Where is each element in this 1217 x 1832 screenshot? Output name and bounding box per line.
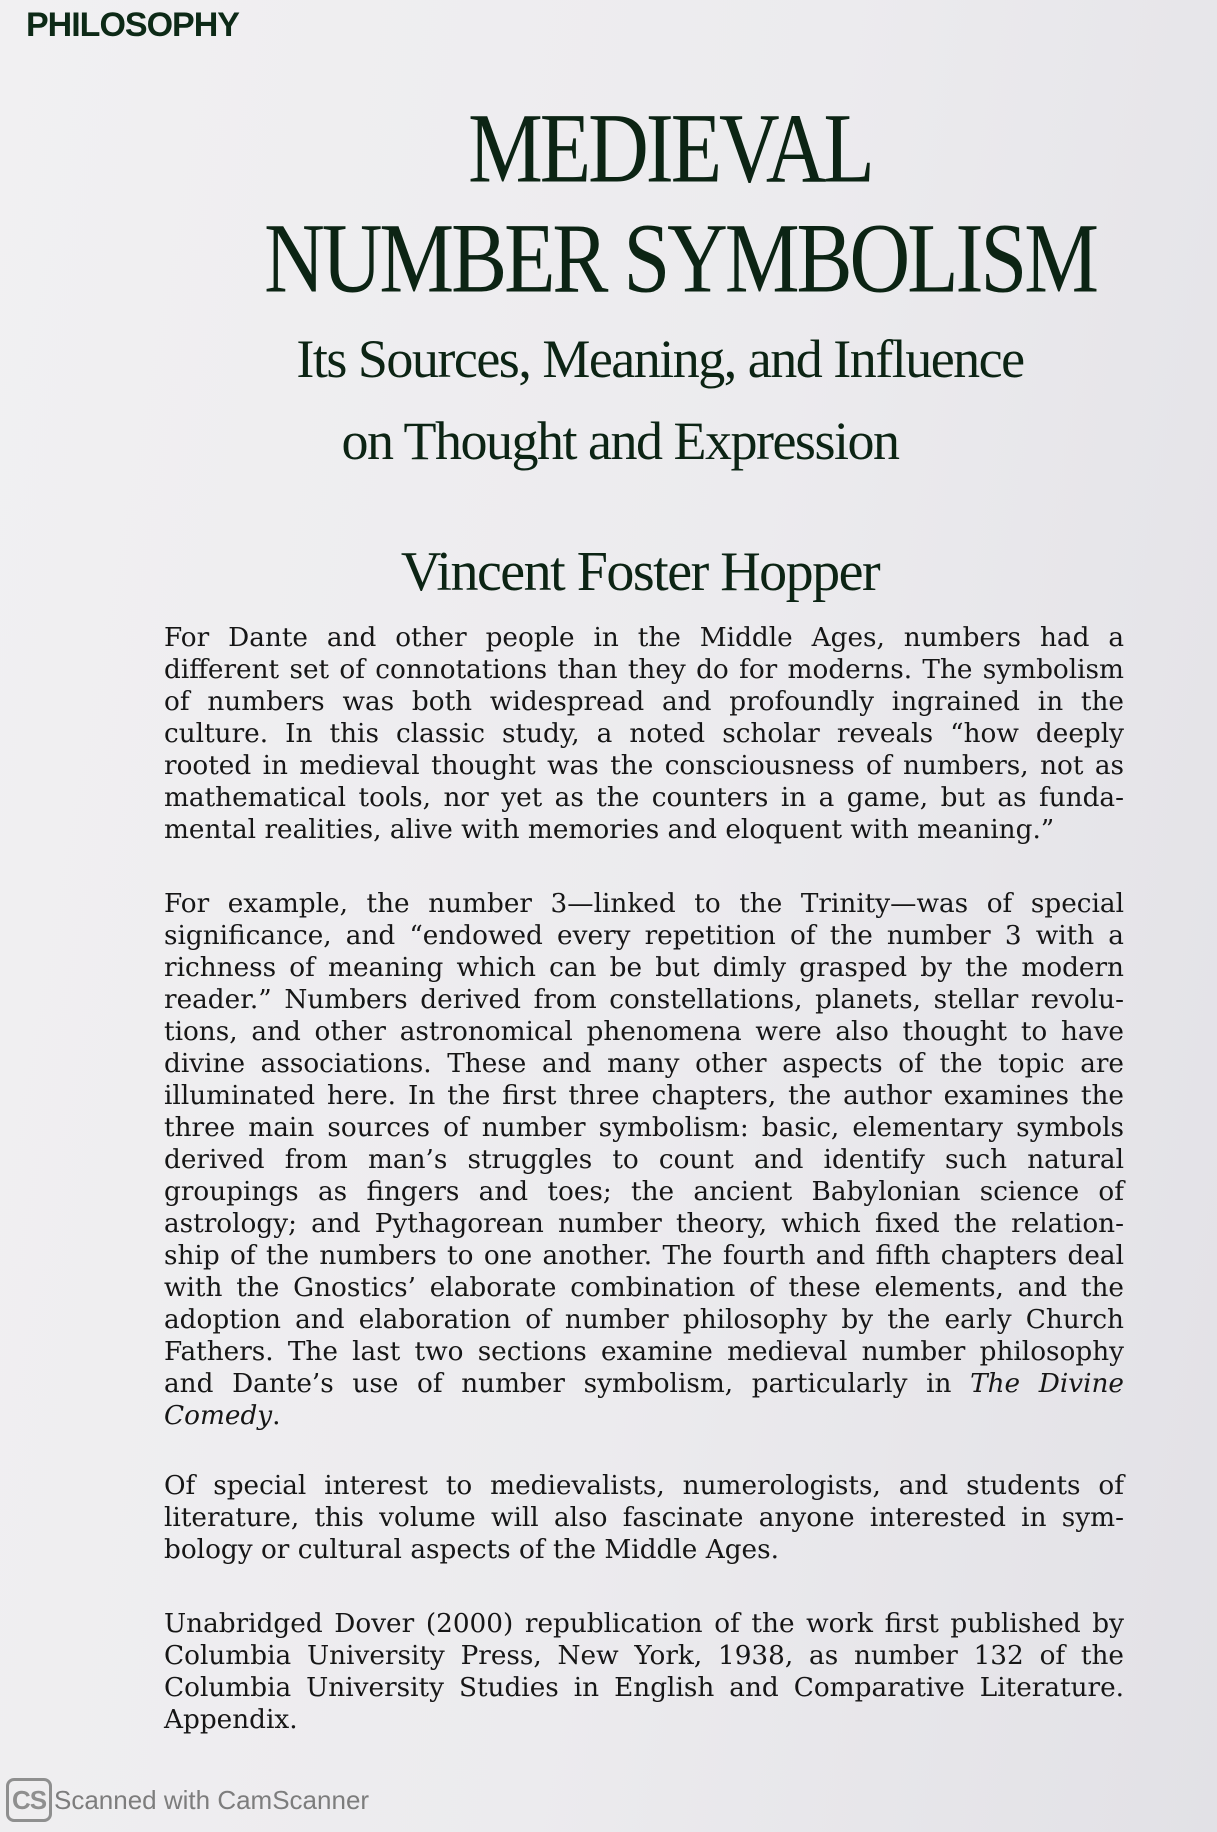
paragraph-example-text: For example, the number 3—linked to the Trinity—was of special significance, and “endowed every repetition of the number 3 with a richness of meaning which can be but dimly grasped by the modern reader.” Numbers derived from constellations, planets, stellar revolutions, and other astronomical phenomena were also thought to have divine associations. These and many other aspects of the topic are illuminated here. In the first three chapters, the author examines the three main sources of number symbolism: basic, elementary symbols derived from man’s struggles to count and identify such natural groupings as fingers and toes; the ancient Babylonian science of astrology; and Pythagorean number theory, which fixed the relationship of the numbers to one another. The fourth and fifth chapters deal with the Gnostics’ elaborate combination of these elements, and the adoption and elaboration of number philosophy by the early Church Fathers. The last two sections examine medieval number philosophy and Dante’s use of number symbolism, particularly in: [164, 889, 1124, 1399]
camscanner-logo-icon: CS: [6, 1778, 52, 1822]
paragraph-intro: For Dante and other people in the Middle Ages, numbers had a different set of connotations than they do for moderns. The symbolism of numbers was both widespread and profoundly ingrained in the culture. In this classic study, a noted scholar reveals “how deeply rooted in medieval thought was the consciousness of numbers, not as mathematical tools, nor yet as the counters in a game, but as fundamental realities, alive with memories and eloquent with meaning.”: [164, 623, 1124, 845]
author-name: Vincent Foster Hopper: [400, 541, 880, 603]
paragraph-audience: Of special interest to medievalists, numerologists, and students of literature, this volume will also fascinate anyone interested in symbology or cultural aspects of the Middle Ages.: [164, 1471, 1124, 1565]
subtitle-line-2: on Thought and Expression: [341, 411, 899, 471]
category-label: PHILOSOPHY: [26, 6, 239, 44]
title-line-1: MEDIEVAL: [468, 94, 872, 205]
paragraph-example-end: .: [272, 1401, 281, 1431]
watermark-text: Scanned with CamScanner: [54, 1784, 370, 1815]
book-title-italic: The Divine Comedy: [164, 1369, 1124, 1431]
subtitle-line-1: Its Sources, Meaning, and Influence: [296, 329, 1024, 389]
title-line-2: NUMBER SYMBOLISM: [264, 204, 1096, 315]
paragraph-example: [164, 888, 1124, 1432]
paragraph-republication: Unabridged Dover (2000) republication of the work first published by Columbia University Press, New York, 1938, as number 132 of the Columbia University Studies in English and Comparative Literature. Appendix.: [164, 1609, 1124, 1735]
description: [164, 622, 1124, 1736]
camscanner-watermark: [6, 1778, 369, 1822]
